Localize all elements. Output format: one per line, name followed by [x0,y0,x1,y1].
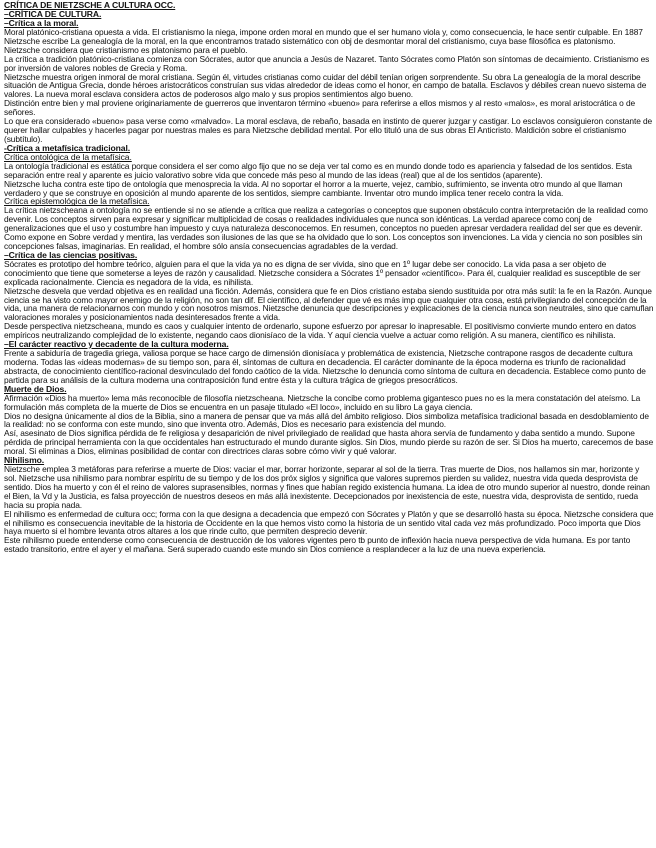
paragraph: Nietzsche considera que cristianismo es platonismo para el pueblo. [4,44,248,55]
paragraph: Nietzsche muestra origen inmoral de moral cristiana. Según él, virtudes cristianas como cuidar del débil tenían origen sorprendente. Su obra La genealogía de la moral describe situación de Antigua Grecia, donde héroes aristocráticos construían sus vidas alrededor de ideas como el honor, en campo de batalla. Esclavos y débiles crean nuevo sistema de valores. La nueva moral esclava considera actos de poderosos algo malo y sus propios sentimientos algo bueno. [4,71,647,100]
paragraph: Distinción entre bien y mal proviene originariamente de guerreros que inventaron término «bueno» para referirse a ellos mismos y al resto «malos», es moral aristocrática o de señores. [4,98,636,118]
paragraph: Afirmación «Dios ha muerto» lema más reconocible de filosofía nietzscheana. Nietzsche la concibe como problema gigantesco pues no es la mera constatación del ateísmo. La formulación más completa de la muerte de Dios se encuentra en un pasaje titulado «El loco», incluido en su libro La gaya ciencia. [4,392,641,412]
section-heading: –El carácter reactivo y decadente de la cultura moderna. [4,339,229,350]
section-heading: Crítica ontológica de la metafísica. [4,151,132,162]
paragraph: La crítica nietzscheana a ontología no se entiende si no se atiende a crítica que realiza a categorías o conceptos que suponen obstáculo contra interpretación de la realidad como devenir. Los conceptos sirven para expresar y significar multiplicidad de cosas o realidades individuales que nunca son idénticas. La verdad aparece como conj de generalizaciones que el uso y costumbre han impuesto y cuya naturaleza desconocemos. En resumen, conceptos no pueden apresar verdadera realidad del ser que es devenir. Como expone en Sobre verdad y mentira, las verdades son ilusiones de las que se ha olvidado que lo son. Los conceptos son invenciones. La vida y ciencia no son posibles sin concepciones falsas, imaginarias. En realidad, el hombre sólo ansía consecuencias agradables de la verdad. [4,205,648,252]
paragraph: Así, asesinato de Dios significa pérdida de fe religiosa y desaparición de nivel privilegiado de realidad que hasta ahora servía de fundamento y daba sentido a mundo. Supone pérdida de principal herramienta con la que occidentales han estructurado el mundo durante siglos. Sin Dios, mundo pierde su razón de ser. Si Dios ha muerto, carecemos de base moral. Si eliminas a Dios, eliminas posibilidad de contar con directrices claras sobre cómo vivir y qué valorar. [4,428,654,457]
paragraph: El nihilismo es enfermedad de cultura occ; forma con la que designa a decadencia que empezó con Sócrates y Platón y que se desarrolló hasta su época. Nietzsche considera que el nihilismo es consecuencia inevitable de la historia de Occidente en la que hemos visto como la historia de un sentido vital cada vez más profundizado. Poco importa que Dios haya muerto si el hombre levanta otros altares a los que rinde culto, que permiten desprecio devenir. [4,508,654,537]
section-heading: Muerte de Dios. [4,383,67,394]
section-heading: –Crítica a la moral. [4,18,79,28]
section-heading: -Crítica a metafísica tradicional. [4,142,131,153]
paragraph: La crítica a tradición platónico-cristiana comienza con Sócrates, autor que anuncia a Jesús de Nazaret. Tanto Sócrates como Platón son síntomas de decaimiento. Cristianismo es por inversión de valores nobles de Grecia y Roma. [4,53,650,73]
section-heading: Nihilismo. [4,455,45,466]
section-heading: –CRÍTICA DE CULTURA. [4,9,102,19]
paragraph: Lo que era considerado «bueno» pasa verse como «malvado». La moral esclava, de rebaño, basada en instinto de querer juzgar y castigar. Lo esclavos consiguieron constante de querer hallar culpables y hacerles pagar por nuestras males es para Nietzsche debilidad mental. Por ello tituló una de sus obras El Anticristo. Maldición sobre el cristianismo (subtítulo). [4,116,653,144]
paragraph: La ontología tradicional es estática porque considera el ser como algo fijo que no se deja ver tal como es en mundo donde todo es apariencia y falsedad de los sentidos. Esta separación entre real y aparente es juicio valorativo sobre vida que concede más peso al mundo de las ideas (real) que al de los sentidos (aparente). [4,160,632,180]
paragraph: Nietzsche lucha contra este tipo de ontología que menosprecia la vida. Al no soportar el horror a la muerte, vejez, cambio, sufrimiento, se inventa otro mundo al que llaman verdadero y que se construye en oposición al mundo aparente de los sentidos, siempre cambiante. Inventar otro mundo implica tener recelo contra la vida. [4,178,623,198]
section-heading: –Crítica de las ciencias positivas. [4,249,138,260]
document-title: CRÍTICA DE NIETZSCHE A CULTURA OCC. [4,0,176,10]
paragraph: Nietzsche desvela que verdad objetiva es en realidad una ficción. Además, considera que fe en Dios cristiano estaba siendo sustituida por otra más sutil: la fe en la Razón. Aunque ciencia se ha visto como mayor enemigo de la religión, no son tan dif. El científico, al defender que vé es más imp que cualquier otra cosa, está privilegiando del concepción de la vida, una manera de relacionarnos con mundo y con nosotros mismos. Nietzsche denuncia que descripciones y explicaciones de la ciencia nunca son neutrales, sino que camuflan valoraciones morales y posicionamientos nada desinteresados frente a vida. [4,285,654,323]
paragraph: Este nihilismo puede entenderse como consecuencia de destrucción de los valores vigentes pero tb punto de inflexión hacia nueva perspectiva de vida humana. Es por tanto estado transitorio, entre el ayer y el mañana. Será superado cuando este mundo sin Dios comience a resplandecer a la luz de una nueva experiencia. [4,535,631,555]
paragraph: Moral platónico-cristiana opuesta a vida. El cristianismo la niega, impone orden moral en mundo que el ser humano viola y, como consecuencia, le hace sentir culpable. En 1887 Nietzsche escribe La genealogía de la moral, en la que encontramos tratado sistemático con obj de desmontar moral del cristianismo, cuya base filosófica es platonismo. [4,27,643,46]
document-body [4,10,654,554]
section-heading: Crítica epistemológica de la metafísica. [4,196,150,207]
paragraph: Desde perspectiva nietzscheana, mundo es caos y cualquier intento de ordenarlo, supone esfuerzo por apresar lo inapresable. El positivismo convierte mundo entero en datos empíricos neutralizando complejidad de lo existente, negando caos dionisíaco de la vida. Y aquí ciencia vuelve a actuar como religión. A su manera, científico es nihilista. [4,321,636,341]
paragraph: Frente a sabiduría de tragedia griega, valiosa porque se hace cargo de dimensión dionisíaca y problemática de existencia, Nietzsche contrapone rasgos de decadente cultura moderna. Todas las «ideas modernas» de su tiempo son, para él, síntomas de cultura en decadencia. El carácter dominante de la época moderna es triunfo de racionalidad abstracta, de conocimiento científico-racional desvinculado del fondo caótico de la vida. Nietzsche lo denuncia como síntoma de cultura en decadencia. Establece como punto de partida para su análisis de la cultura moderna una contraposición fund entre ésta y la cultura trágica de griegos presocráticos. [4,348,646,385]
paragraph: Nietzsche emplea 3 metáforas para referirse a muerte de Dios: vaciar el mar, borrar horizonte, separar al sol de la tierra. Tras muerte de Dios, nos hallamos sin mar, horizonte y sol. Nietzsche usa nihilismo para nombrar espíritu de su tiempo y de los dos próx siglos y significa que valores supremos pierden su validez, nuestra vida queda desprovista de sentido. Dios ha muerto y con él el reino de valores suprasensibles, normas y fines que habían regido existencia humana. La idea de otro mundo superior al nuestro, donde reinan el Bien, la Vd y la Justicia, es falsa proyección de nuestros deseos en más allá inexistente. Decepcionados por inexistencia de este, nuestra vida, desprovista de sentido, rueda hacia su propia nada. [4,464,650,510]
paragraph: Dios no designa únicamente al dios de la Biblia, sino a manera de pensar que va más allá del ámbito religioso. Dios simboliza metafísica tradicional basada en desdoblamiento de la realidad: no se conforma con este mundo, sino que inventa otro. Además, Dios es necesario para existencia del mundo. [4,410,649,430]
paragraph: Sócrates es prototipo del hombre teórico, alguien para el que la vida ya no es digna de ser vivida, sino que en 1º lugar debe ser conocido. La vida pasa a ser objeto de conocimiento que tiene que someterse a leyes de razón y causalidad. Nietzsche considera a Sócrates 1º pensador «científico». Para él, cualquier realidad es susceptible de ser explicada racionalmente. Ciencia es negadora de la vida, es nihilista. [4,258,641,287]
